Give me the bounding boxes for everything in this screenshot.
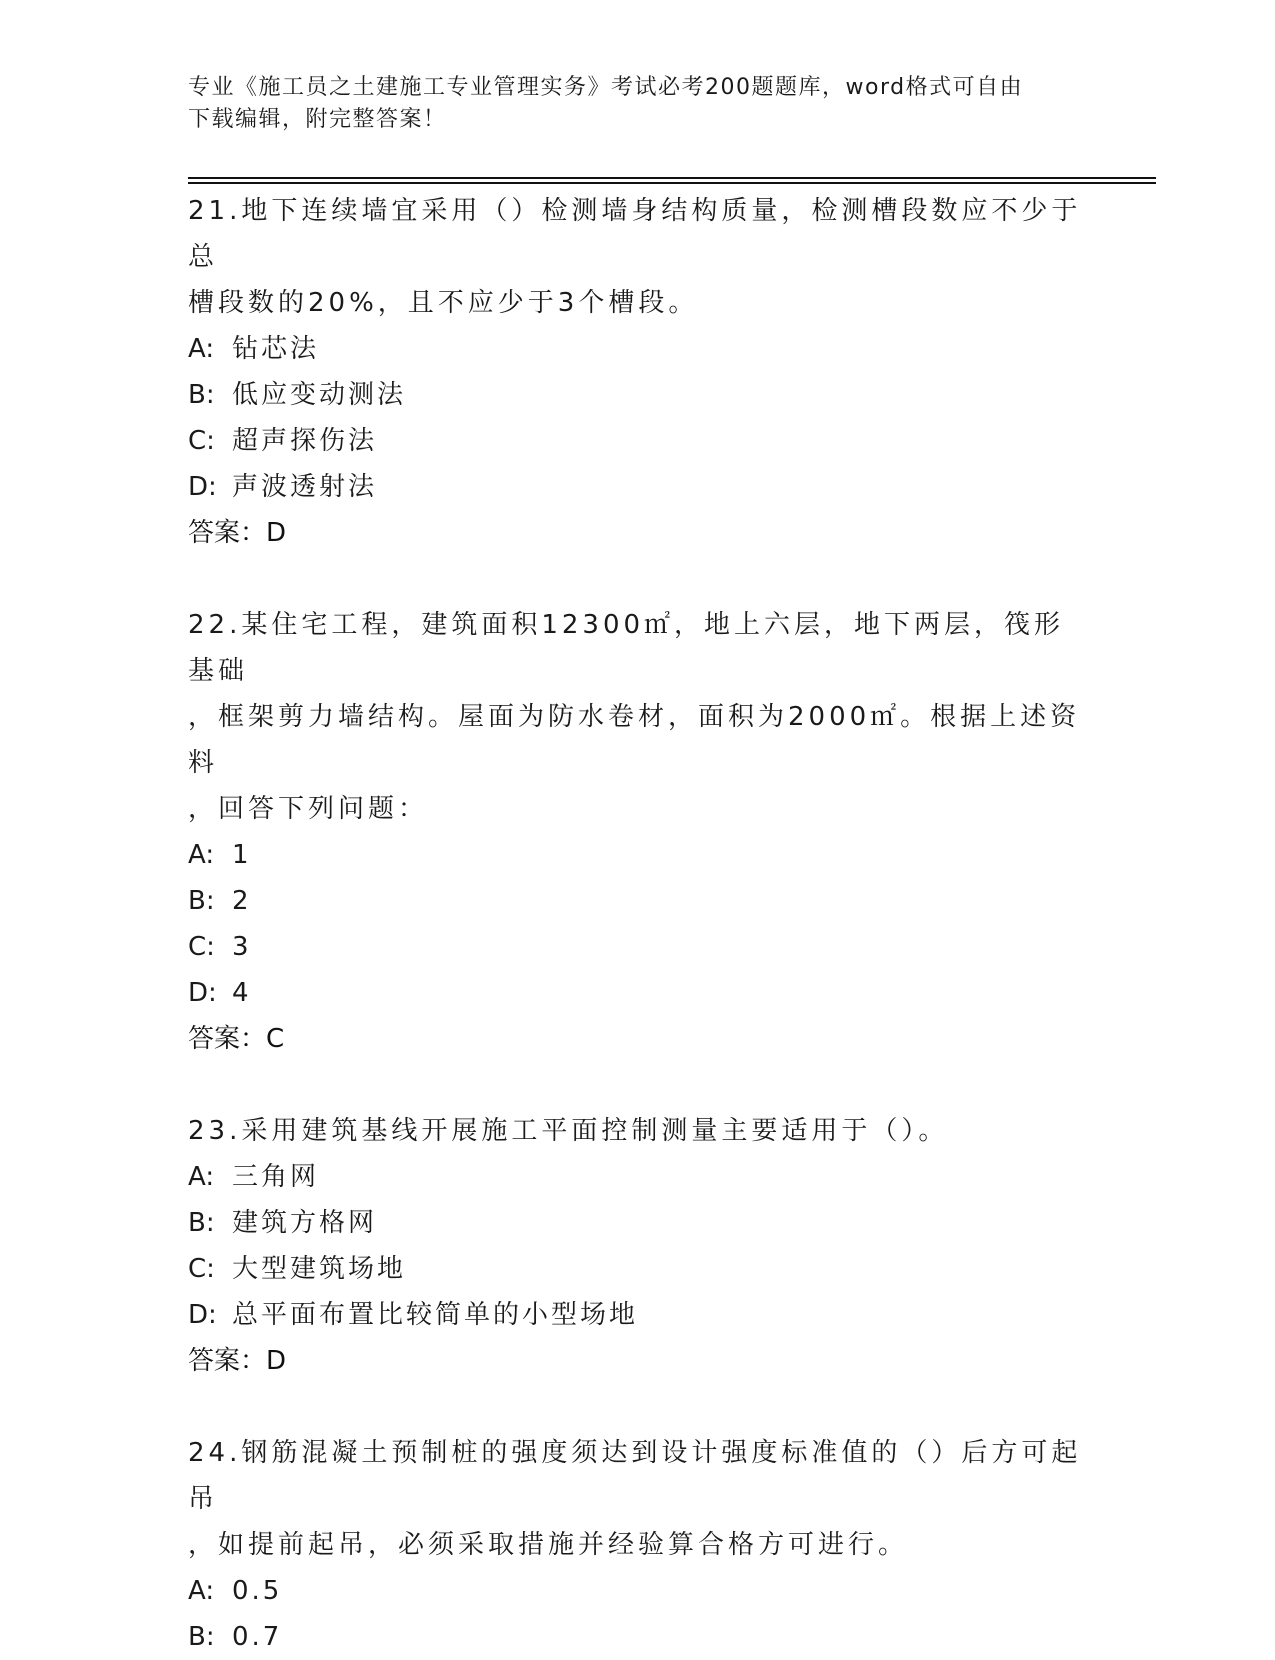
answer-line: 答案：D	[188, 518, 287, 548]
option-key: C:	[188, 1254, 215, 1284]
question-text-line: 21.地下连续墙宜采用（）检测墙身结构质量，检测槽段数应不少于总	[188, 196, 1082, 272]
option-a	[188, 832, 1088, 878]
header-rule-top	[188, 177, 1156, 179]
question-22	[188, 602, 1088, 1062]
question-21	[188, 188, 1088, 556]
question-text-line: 槽段数的20%，且不应少于3个槽段。	[188, 288, 699, 318]
header-line-2: 下载编辑，附完整答案！	[188, 107, 447, 132]
question-text-line: ，框架剪力墙结构。屋面为防水卷材，面积为2000㎡。根据上述资料	[188, 702, 1081, 778]
option-b	[188, 1614, 1088, 1660]
option-text: 低应变动测法	[232, 380, 407, 410]
question-spacer	[188, 1062, 1088, 1108]
option-key: A:	[188, 1162, 215, 1192]
option-d	[188, 970, 1088, 1016]
question-list	[188, 188, 1088, 1660]
option-text: 大型建筑场地	[232, 1254, 407, 1284]
option-text: 三角网	[232, 1162, 320, 1192]
option-key: D:	[188, 1300, 217, 1330]
option-c	[188, 1246, 1088, 1292]
option-c	[188, 418, 1088, 464]
option-key: B:	[188, 380, 215, 410]
question-text-line: 23.采用建筑基线开展施工平面控制测量主要适用于（）。	[188, 1116, 949, 1146]
option-text: 4	[232, 978, 252, 1008]
option-text: 声波透射法	[232, 472, 378, 502]
option-b	[188, 372, 1088, 418]
option-key: A:	[188, 334, 215, 364]
answer-line: 答案：D	[188, 1346, 287, 1376]
question-text-line: ，如提前起吊，必须采取措施并经验算合格方可进行。	[188, 1530, 909, 1560]
option-key: B:	[188, 1622, 215, 1652]
option-b	[188, 1200, 1088, 1246]
document-header	[188, 72, 1078, 136]
option-key: B:	[188, 886, 215, 916]
option-key: C:	[188, 932, 215, 962]
option-c	[188, 924, 1088, 970]
option-a	[188, 1568, 1088, 1614]
question-text-line: 22.某住宅工程，建筑面积12300㎡，地上六层，地下两层，筏形基础	[188, 610, 1065, 686]
option-text: 0.5	[232, 1576, 283, 1606]
option-key: C:	[188, 426, 215, 456]
option-text: 2	[232, 886, 252, 916]
option-d	[188, 1292, 1088, 1338]
option-a	[188, 1154, 1088, 1200]
option-key: D:	[188, 978, 217, 1008]
option-text: 钻芯法	[232, 334, 320, 364]
option-a	[188, 326, 1088, 372]
option-text: 0.7	[232, 1622, 283, 1652]
option-text: 总平面布置比较简单的小型场地	[232, 1300, 639, 1330]
question-spacer	[188, 1384, 1088, 1430]
question-23	[188, 1108, 1088, 1384]
answer-line: 答案：C	[188, 1024, 285, 1054]
option-key: A:	[188, 840, 215, 870]
option-b	[188, 878, 1088, 924]
option-key: D:	[188, 472, 217, 502]
question-spacer	[188, 556, 1088, 602]
header-rule-bottom	[188, 182, 1156, 184]
option-text: 1	[232, 840, 252, 870]
question-text-line: 24.钢筋混凝土预制桩的强度须达到设计强度标准值的（）后方可起吊	[188, 1438, 1082, 1514]
header-line-1: 专业《施工员之土建施工专业管理实务》考试必考200题题库，word格式可自由	[188, 75, 1024, 100]
option-key: B:	[188, 1208, 215, 1238]
question-24	[188, 1430, 1088, 1660]
option-d	[188, 464, 1088, 510]
option-key: A:	[188, 1576, 215, 1606]
question-text-line: ，回答下列问题：	[188, 794, 429, 824]
option-text: 超声探伤法	[232, 426, 378, 456]
option-text: 建筑方格网	[232, 1208, 378, 1238]
option-text: 3	[232, 932, 252, 962]
